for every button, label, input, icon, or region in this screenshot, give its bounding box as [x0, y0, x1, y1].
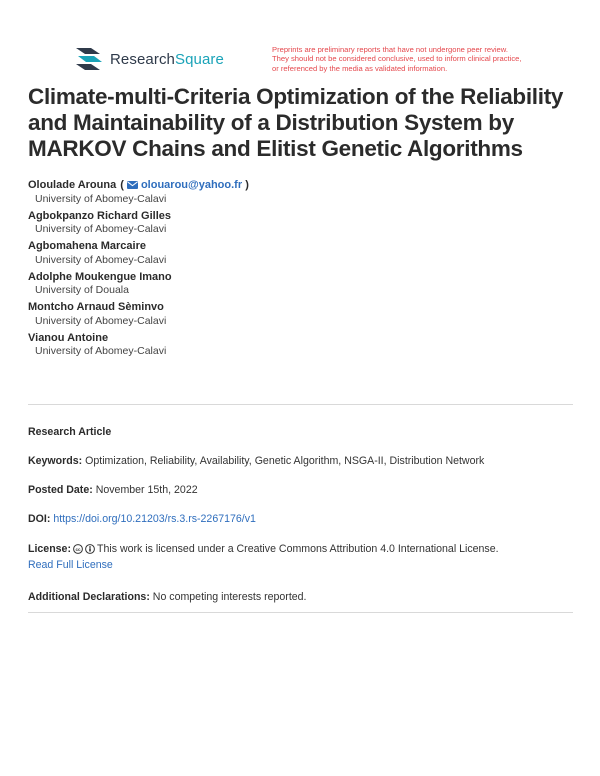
research-square-logo[interactable] — [74, 46, 224, 72]
author-name: Adolphe Moukengue Imano — [28, 270, 172, 283]
cc-icon — [73, 544, 83, 554]
author-name: Montcho Arnaud Sèminvo — [28, 301, 164, 313]
disclaimer-line: or referenced by the media as validated information. — [272, 63, 448, 73]
brand-name-part1: Research — [110, 50, 175, 68]
brand-name — [110, 51, 224, 68]
author-name: Oloulade Arouna ( olouarou@yahoo.fr ) — [28, 179, 249, 191]
by-icon — [85, 544, 95, 554]
declarations-row — [28, 589, 573, 605]
author-entry — [28, 240, 568, 267]
doi-row — [28, 511, 573, 527]
brand-name-part2: Square — [175, 50, 224, 68]
author-name: Vianou Antoine — [28, 331, 109, 344]
posted-date-value: November 15th, 2022 — [95, 484, 198, 496]
title-line: Climate-multi-Criteria Optimization of the Reliability — [28, 84, 564, 109]
disclaimer-line: Preprints are preliminary reports that have not undergone peer review. — [272, 45, 508, 54]
author-entry — [28, 271, 568, 298]
license-text: This work is licensed under a Creative Commons Attribution 4.0 International License. — [96, 543, 499, 555]
author-affiliation: University of Abomey-Calavi — [35, 314, 167, 327]
author-entry — [28, 179, 568, 206]
title-line: MARKOV Chains and Elitist Genetic Algorithms — [28, 136, 523, 161]
posted-date-row — [28, 482, 573, 498]
author-affiliation: University of Abomey-Calavi — [35, 253, 167, 266]
keywords-value: Optimization, Reliability, Availability, Genetic Algorithm, NSGA-II, Distribution Network — [85, 455, 485, 467]
license-icons — [73, 544, 95, 554]
declarations-value: No competing interests reported. — [152, 591, 307, 603]
author-affiliation: University of Abomey-Calavi — [35, 223, 167, 235]
research-square-logo-icon — [74, 46, 104, 72]
keywords-row — [28, 453, 573, 469]
keywords-label: Keywords: — [28, 455, 83, 467]
section-divider — [28, 612, 573, 613]
author-name: Agbokpanzo Richard Gilles — [28, 209, 172, 222]
author-email-link[interactable]: olouarou@yahoo.fr — [127, 179, 245, 191]
doi-link[interactable]: https://doi.org/10.21203/rs.3.rs-2267176/v1 — [53, 513, 256, 525]
disclaimer-line: They should not be considered conclusive, used to inform clinical practice, — [272, 54, 522, 64]
author-entry — [28, 210, 568, 237]
author-entry — [28, 332, 568, 359]
license-row — [28, 541, 573, 573]
envelope-icon — [127, 181, 138, 189]
section-divider — [28, 404, 573, 405]
preprint-disclaimer — [272, 45, 562, 73]
article-type: Research Article — [28, 426, 112, 438]
declarations-label: Additional Declarations: — [28, 591, 150, 603]
read-full-license-link[interactable]: Read Full License — [28, 559, 113, 571]
svg-text:cc: cc — [75, 546, 81, 552]
author-name: Agbomahena Marcaire — [28, 240, 146, 252]
posted-date-label: Posted Date: — [28, 484, 93, 496]
author-email: ( olouarou@yahoo.fr ) — [120, 179, 249, 191]
doi-label: DOI: — [28, 513, 51, 525]
author-list — [28, 179, 568, 362]
paper-title — [28, 84, 580, 162]
author-affiliation: University of Abomey-Calavi — [35, 192, 167, 205]
title-line: and Maintainability of a Distribution System by — [28, 110, 514, 135]
author-entry — [28, 301, 568, 328]
author-affiliation: University of Abomey-Calavi — [35, 345, 167, 357]
author-affiliation: University of Douala — [35, 284, 129, 296]
license-label: License: — [28, 543, 71, 555]
